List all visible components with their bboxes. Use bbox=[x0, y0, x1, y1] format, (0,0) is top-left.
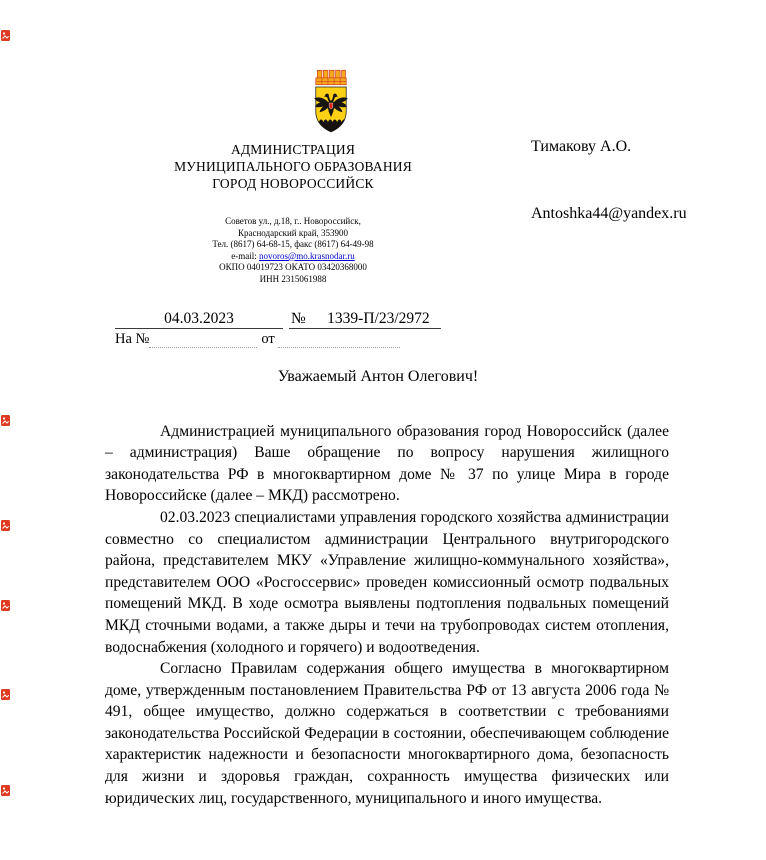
reference-line-outgoing bbox=[115, 310, 475, 329]
org-email-link[interactable]: novoros@mo.krasnodar.ru bbox=[258, 250, 355, 261]
outgoing-date: 04.03.2023 bbox=[115, 310, 283, 329]
address-line: ОКПО 04019723 ОКАТО 03420368000 bbox=[219, 262, 367, 273]
number-sign: № bbox=[291, 309, 306, 327]
org-name-line: ГОРОД НОВОРОССИЙСК bbox=[212, 176, 374, 191]
paragraph: Администрацией муниципального образования город Новороссийск (далее – администрация) Ваше обращение по вопросу нарушения жилищного законодательства РФ в многоквартирном доме № 37 по улице Мира в городе Новороссийске (далее – МКД) рассмотрено. bbox=[105, 422, 669, 505]
salutation: Уважаемый Антон Олегович! bbox=[277, 367, 479, 385]
address-line: Тел. (8617) 64-68-15, факс (8617) 64-49-98 bbox=[212, 239, 374, 250]
crown bbox=[316, 70, 346, 84]
reference-line-reply bbox=[115, 331, 475, 348]
broken-image-icon bbox=[1, 687, 10, 698]
broken-image-icon bbox=[1, 598, 10, 609]
org-address bbox=[115, 216, 471, 286]
reply-prefix: На № bbox=[115, 330, 150, 347]
recipient-block bbox=[531, 68, 687, 223]
outgoing-number-segment bbox=[289, 310, 441, 329]
paragraph: Согласно Правилам содержания общего имущества в многоквартирном доме, утвержденным постановлением Правительства РФ от 13 августа 2006 года № 491, общее имущество, должно содержаться в соответствии с требованиями законодательства Российской Федерации в состоянии, обеспечивающем соблюдение характеристик надежности и безопасности многоквартирного дома, безопасность для жизни и здоровья граждан, сохранность имущества физических или юридических лиц, государственного, муниципального и иного имущества. bbox=[105, 660, 669, 807]
reply-from-label: от bbox=[261, 330, 275, 347]
org-name-line: МУНИЦИПАЛЬНОГО ОБРАЗОВАНИЯ bbox=[174, 159, 412, 174]
recipient-name: Тимакову А.О. bbox=[531, 138, 632, 155]
reference-block bbox=[115, 310, 475, 348]
address-line: Советов ул., д.18, г.. Новороссийск, bbox=[225, 216, 361, 226]
address-line: Краснодарский край, 353900 bbox=[237, 227, 349, 238]
outgoing-number: 1339-П/23/2972 bbox=[327, 309, 430, 327]
paragraph: 02.03.2023 специалистами управления городского хозяйства администрации совместно со специалистом администрации Центрального внутригородского района, представителем МКУ «Управление жилищно-коммунального хозяйства», представителем ООО «Росгоссервис» проведен комиссионный осмотр подвальных помещений МКД. В ходе осмотра выявлены подтопления подвальных помещений МКД сточными водами, а также дыры и течи на трубопроводах систем отопления, водоснабжения (холодного и горячего) и водоотведения. bbox=[105, 508, 669, 656]
reply-number-blank bbox=[149, 332, 257, 348]
broken-image-icon bbox=[1, 518, 10, 529]
address-line-email bbox=[115, 251, 471, 263]
org-block bbox=[115, 68, 471, 286]
broken-image-icon bbox=[1, 783, 10, 794]
broken-image-icon bbox=[1, 413, 10, 424]
recipient-email: Antoshka44@yandex.ru bbox=[531, 205, 687, 222]
address-line: ИНН 2315061988 bbox=[259, 273, 327, 284]
reply-date-blank bbox=[278, 332, 400, 348]
email-prefix: e-mail: bbox=[231, 250, 259, 261]
org-name-line: АДМИНИСТРАЦИЯ bbox=[230, 142, 356, 157]
broken-image-icon bbox=[1, 28, 10, 39]
novorossiysk-coat-of-arms-icon bbox=[153, 68, 509, 138]
letterhead bbox=[0, 0, 766, 286]
org-name bbox=[115, 141, 471, 192]
letter-body bbox=[105, 421, 669, 810]
